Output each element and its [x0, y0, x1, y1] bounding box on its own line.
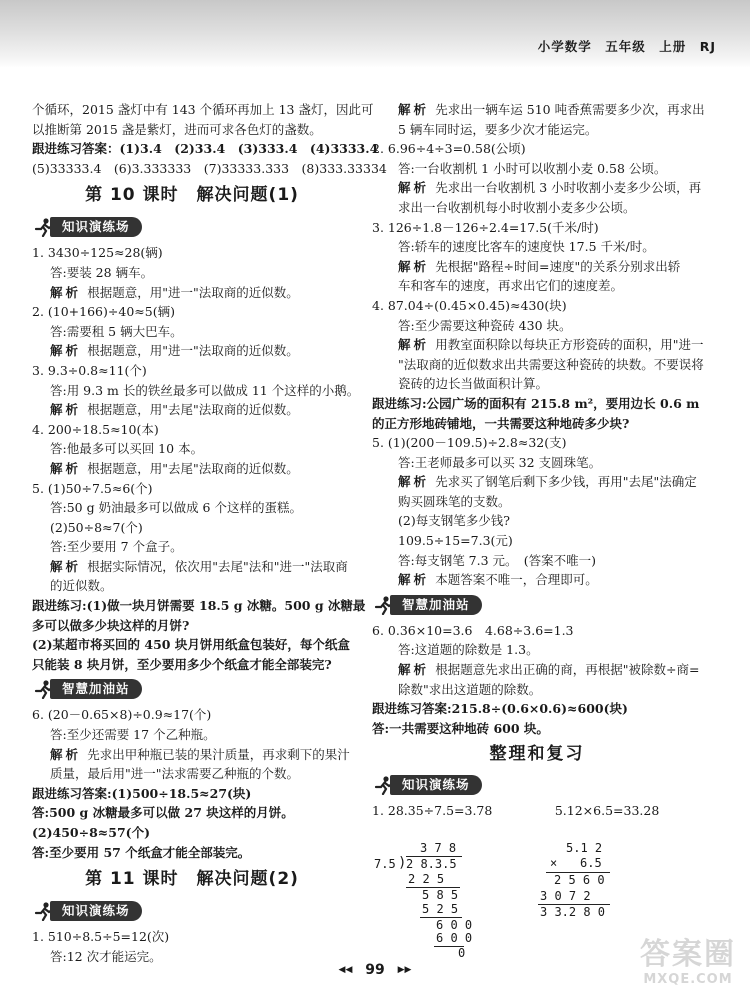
- line-text: 4. 200÷18.5≈10(本): [32, 421, 159, 437]
- line-text: 除数"求出这道题的除数。: [398, 681, 542, 697]
- text-line: [372, 355, 702, 375]
- line-text: 先求出一台收割机 3 小时收割小麦多少公顷，再: [435, 180, 702, 196]
- text-line: [32, 302, 352, 322]
- text-line: [32, 459, 352, 479]
- text-line: [32, 341, 352, 361]
- line-text: 6. 0.36×10=3.6 4.68÷3.6=1.3: [372, 622, 574, 638]
- text-line: [32, 764, 352, 784]
- line-text: 答:至少需要这种瓷砖 430 块。: [398, 317, 572, 333]
- line-text: 答:50 g 奶油最多可以做成 6 个这样的蛋糕。: [50, 500, 302, 516]
- text-line: [32, 420, 352, 440]
- analysis-label: 解析: [50, 460, 82, 476]
- analysis-label: 解析: [398, 337, 430, 353]
- text-line: [372, 699, 702, 719]
- text-line: [372, 257, 702, 277]
- line-text: 1. 28.35÷7.5=3.78 5.12×6.5=33.28: [372, 803, 660, 819]
- line-text: 第 11 课时 解决问题(2): [85, 869, 299, 890]
- step-row: 5 2 5: [422, 902, 459, 916]
- line-text: 答:至少要用 7 个盒子。: [50, 539, 183, 555]
- text-line: [32, 725, 352, 745]
- line-text: "法取商的近似数求出共需要这种瓷砖的块数。不要误将: [398, 356, 704, 372]
- divisor: 7.5: [374, 857, 396, 871]
- step-row: 5 8 5: [422, 888, 459, 902]
- line-text: 购买圆珠笔的支数。: [398, 493, 511, 509]
- line-text: 2. (10+166)÷40≈5(辆): [32, 304, 175, 320]
- analysis-label: 解析: [398, 474, 430, 490]
- text-line: [32, 557, 352, 577]
- text-line: [32, 381, 360, 401]
- text-line: [372, 374, 702, 394]
- line-text: 1. 510÷8.5÷5=12(次): [32, 929, 170, 945]
- step-row: 6 0 0: [436, 918, 473, 932]
- partial-product: 3 0 7 2: [540, 889, 591, 903]
- section-banner: [372, 772, 702, 798]
- line-text: 先求买了钢笔后剩下多少钱，再用"去尾"法确定: [435, 474, 697, 490]
- line-text: 答:轿车的速度比客车的速度快 17.5 千米/时。: [398, 239, 655, 255]
- text-line: [372, 316, 702, 336]
- line-text: 的近似数。: [50, 578, 113, 594]
- line-text: 整理和复习: [489, 744, 585, 765]
- section-banner: [32, 898, 352, 924]
- multiplier: 6.5: [580, 856, 602, 870]
- line-text: 6. (20－0.65×8)÷0.9≈17(个): [32, 707, 212, 723]
- page-number: 99: [365, 962, 385, 978]
- text-line: [32, 635, 352, 655]
- quotient: 3 7 8: [420, 841, 457, 855]
- text-line: [372, 640, 702, 660]
- line-text: 1. 3430÷125≈28(辆): [32, 245, 163, 261]
- step-row: 0: [458, 946, 466, 960]
- text-line: [32, 843, 352, 863]
- text-line: [32, 616, 352, 636]
- analysis-label: 解析: [50, 558, 82, 574]
- line-text: 答:王老师最多可以买 32 支圆珠笔。: [398, 454, 602, 470]
- text-line: [32, 400, 352, 420]
- left-column: [32, 100, 387, 966]
- text-line: [32, 596, 366, 616]
- line-text: 瓷砖的边长当做面积计算。: [398, 376, 549, 392]
- line-text: 跟进练习:公园广场的面积有 215.8 m²，要用边长 0.6 m: [372, 395, 700, 411]
- text-line: [32, 784, 352, 804]
- right-column: [372, 100, 705, 821]
- line-text: 根据题意，用"去尾"法取商的近似数。: [87, 460, 299, 476]
- line-text: 车和客车的速度，再求出它们的速度差。: [398, 278, 624, 294]
- vertical-multiplication: [536, 842, 636, 942]
- step-row: 2 2 5: [408, 872, 445, 886]
- section-banner: [32, 676, 352, 702]
- text-line: [32, 263, 352, 283]
- line-text: 根据题意，用"进一"法取商的近似数。: [87, 284, 299, 300]
- line-text: 跟进练习答案：(1)3.4 (2)33.4 (3)333.4 (4)3333.4: [32, 141, 379, 157]
- text-line: [32, 655, 352, 675]
- section-title: 智慧加油站: [50, 679, 142, 699]
- line-text: 根据实际情况，依次用"去尾"法和"进一"法取商: [87, 558, 348, 574]
- text-line: [372, 621, 702, 641]
- line-text: 4. 87.04÷(0.45×0.45)≈430(块): [372, 297, 567, 313]
- text-line: [372, 551, 702, 571]
- dividend: 2 8.3.5: [406, 857, 457, 871]
- line-text: 个循环，2015 盏灯中有 143 个循环再加上 13 盏灯，因此可: [32, 102, 374, 117]
- lesson-heading: [32, 178, 352, 212]
- next-page-arrows[interactable]: ▶▶: [397, 965, 412, 975]
- text-line: [32, 243, 352, 263]
- line-text: 答:一台收割机 1 小时可以收割小麦 0.58 公顷。: [398, 160, 667, 176]
- text-line: [372, 570, 702, 590]
- text-line: [32, 803, 352, 823]
- line-text: 答:至少还需要 17 个乙种瓶。: [50, 727, 216, 743]
- text-line: [372, 511, 702, 531]
- text-line: [32, 705, 352, 725]
- section-title: 知识演练场: [50, 901, 142, 921]
- line-text: 根据题意，用"去尾"法取商的近似数。: [87, 402, 299, 418]
- line-text: 的正方形地砖铺地，一共需要这种地砖多少块?: [372, 415, 630, 431]
- line-text: 跟进练习答案:215.8÷(0.6×0.6)≈600(块): [372, 701, 628, 717]
- text-line: [372, 159, 702, 179]
- line-text: 5 辆车同时运，要多少次才能运完。: [398, 121, 598, 137]
- text-line: [372, 680, 702, 700]
- line-text: 求出一台收割机每小时收割小麦多少公顷。: [398, 199, 636, 215]
- line-text: 根据题意先求出正确的商，再根据"被除数÷商=: [435, 662, 700, 678]
- analysis-label: 解析: [398, 102, 430, 117]
- line-text: 只能装 8 块月饼，至少要用多少个纸盒才能全部装完?: [32, 656, 332, 672]
- analysis-label: 解析: [398, 662, 430, 678]
- text-line: [32, 479, 352, 499]
- analysis-label: 解析: [50, 284, 82, 300]
- line-text: 答:用 9.3 m 长的铁丝最多可以做成 11 个这样的小鹅。: [50, 382, 360, 398]
- text-line: [372, 120, 702, 140]
- text-line: [372, 178, 702, 198]
- line-text: 以推断第 2015 盏是紫灯，进而可求各色灯的盏数。: [32, 121, 322, 137]
- line-text: 第 10 课时 解决问题(1): [85, 185, 299, 206]
- prev-page-arrows[interactable]: ◀◀: [338, 965, 353, 975]
- text-line: [32, 139, 379, 159]
- review-heading: [372, 738, 702, 770]
- line-text: 109.5÷15=7.3(元): [398, 533, 513, 549]
- line-text: 先根据"路程÷时间=速度"的关系分别求出轿: [435, 258, 681, 274]
- text-line: [32, 361, 352, 381]
- partial-product: 2 5 6 0: [554, 873, 605, 887]
- analysis-label: 解析: [50, 402, 82, 418]
- line-text: 答:至少要用 57 个纸盒才能全部装完。: [32, 844, 251, 860]
- line-text: 根据题意，用"进一"法取商的近似数。: [87, 343, 299, 359]
- text-line: [372, 335, 702, 355]
- text-line: [32, 927, 352, 947]
- text-line: [372, 453, 702, 473]
- analysis-label: 解析: [398, 180, 430, 196]
- text-line: [32, 518, 352, 538]
- line-text: 5. (1)50÷7.5≈6(个): [32, 480, 153, 496]
- section-banner: [372, 592, 702, 618]
- lesson-heading: [32, 862, 352, 896]
- step-row: 6 0 0: [436, 931, 473, 945]
- line-text: 答:要装 28 辆车。: [50, 264, 154, 280]
- analysis-label: 解析: [50, 343, 82, 359]
- watermark: [640, 938, 736, 987]
- text-line: [32, 537, 352, 557]
- line-text: 答:这道题的除数是 1.3。: [398, 642, 539, 658]
- text-line: [372, 100, 705, 120]
- text-line: [372, 218, 702, 238]
- text-line: [372, 296, 702, 316]
- page-footer: [0, 962, 750, 978]
- text-line: [372, 276, 702, 296]
- line-text: 答:每支钢笔 7.3 元。 (答案不唯一): [398, 552, 597, 568]
- text-line: [32, 745, 352, 765]
- text-line: [372, 660, 702, 680]
- text-line: [372, 394, 702, 414]
- section-title: 知识演练场: [390, 775, 482, 795]
- line-text: 答:他最多可以买回 10 本。: [50, 441, 204, 457]
- line-text: (5)33333.4 (6)3.333333 (7)33333.333 (8)333.33334: [32, 160, 387, 176]
- text-line: [32, 159, 387, 179]
- text-line: [32, 120, 352, 140]
- line-text: 先求出一辆车运 510 吨香蕉需要多少次，再求出: [435, 102, 705, 117]
- line-text: 2. 6.96÷4÷3=0.58(公顷): [372, 141, 526, 157]
- line-text: 答:一共需要这种地砖 600 块。: [372, 720, 549, 736]
- text-line: [372, 801, 702, 821]
- text-line: [32, 576, 352, 596]
- text-line: [32, 498, 352, 518]
- section-banner: [32, 214, 352, 240]
- text-line: [372, 198, 702, 218]
- line-text: 跟进练习答案:(1)500÷18.5≈27(块): [32, 785, 252, 801]
- text-line: [32, 322, 352, 342]
- line-text: 答:12 次才能运完。: [50, 948, 162, 964]
- line-text: 5. (1)(200－109.5)÷2.8≈32(支): [372, 435, 567, 451]
- line-text: (2)每支钢笔多少钱?: [398, 513, 510, 529]
- text-line: [372, 492, 702, 512]
- long-division: [374, 841, 504, 960]
- watermark-url: MXQE.COM: [643, 972, 733, 987]
- final-product: 3 3.2 8 0: [540, 905, 606, 919]
- analysis-label: 解析: [398, 572, 430, 588]
- text-line: [372, 433, 702, 453]
- line-text: (2)50÷8≈7(个): [50, 519, 143, 535]
- analysis-label: 解析: [50, 746, 82, 762]
- text-line: [32, 439, 352, 459]
- line-text: (2)某超市将买回的 450 块月饼用纸盒包装好，每个纸盒: [32, 637, 350, 653]
- line-text: 答:需要租 5 辆大巴车。: [50, 323, 183, 339]
- text-line: [372, 472, 702, 492]
- line-text: 答:500 g 冰糖最多可以做 27 块这样的月饼。: [32, 805, 294, 821]
- line-text: 先求出甲种瓶已装的果汁质量，再求剩下的果汁: [87, 746, 350, 762]
- section-title: 知识演练场: [50, 217, 142, 237]
- line-text: 质量，最后用"进一"法求需要乙种瓶的个数。: [50, 766, 299, 782]
- text-line: [32, 283, 352, 303]
- line-text: (2)450÷8≈57(个): [32, 825, 150, 840]
- book-title: 小学数学 五年级 上册 RJ: [537, 39, 716, 54]
- page-header: [0, 0, 750, 68]
- analysis-label: 解析: [398, 258, 430, 274]
- text-line: [372, 719, 702, 739]
- text-line: [372, 237, 702, 257]
- multiplicand: 5.1 2: [566, 841, 603, 855]
- line-text: 跟进练习:(1)做一块月饼需要 18.5 g 冰糖。500 g 冰糖最: [32, 598, 366, 614]
- line-text: 3. 9.3÷0.8≈11(个): [32, 362, 147, 378]
- division-bracket: ): [398, 855, 407, 871]
- line-text: 本题答案不唯一，合理即可。: [435, 572, 598, 588]
- text-line: [32, 823, 352, 843]
- section-title: 智慧加油站: [390, 595, 482, 615]
- line-text: 多可以做多少块这样的月饼?: [32, 617, 190, 633]
- text-line: [372, 414, 702, 434]
- line-text: 用教室面积除以每块正方形瓷砖的面积，用"进一: [435, 337, 704, 353]
- line-text: 3. 126÷1.8－126÷2.4=17.5(千米/时): [372, 219, 599, 235]
- watermark-logo-text: 答案圈: [640, 937, 736, 972]
- text-line: [372, 531, 702, 551]
- text-line: [32, 100, 374, 120]
- times-sign: ×: [550, 856, 558, 870]
- text-line: [372, 139, 702, 159]
